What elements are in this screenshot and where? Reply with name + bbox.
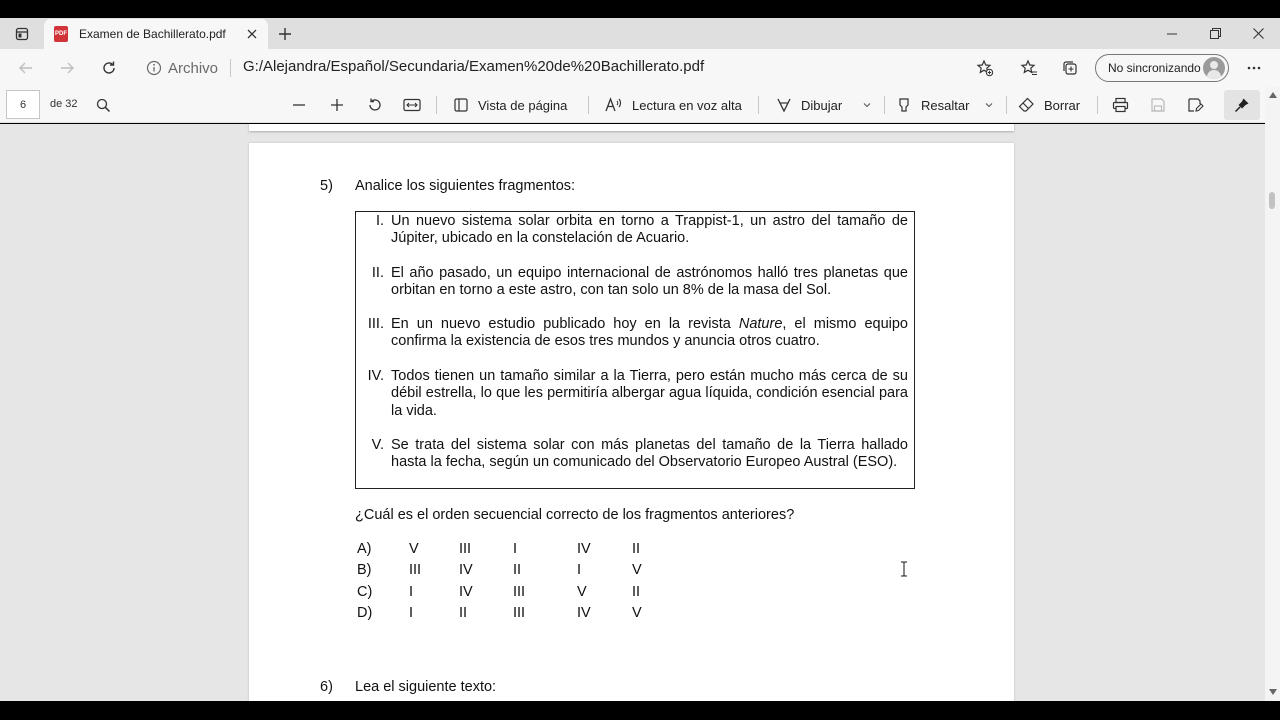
highlight-button[interactable]: [896, 93, 969, 117]
tab-active[interactable]: [44, 19, 268, 49]
page-count: de 32: [50, 98, 78, 110]
page-view-label: Vista de página: [478, 97, 568, 113]
draw-label: Dibujar: [801, 97, 843, 113]
draw-button[interactable]: [776, 93, 842, 117]
draw-options-button[interactable]: [862, 93, 872, 117]
pdf-file-icon: PDF: [54, 26, 68, 42]
draw-icon: [776, 97, 792, 113]
fit-width-button[interactable]: [403, 93, 421, 117]
toolbar-divider: [436, 96, 437, 114]
erase-button[interactable]: [1018, 93, 1080, 117]
option-sequence-item: IV: [459, 562, 473, 578]
rotate-button[interactable]: [367, 93, 383, 117]
plus-icon: [278, 27, 292, 41]
page-view-icon: [453, 97, 469, 113]
plus-icon: [330, 98, 344, 112]
option-sequence-item: II: [632, 584, 641, 600]
option-sequence-item: III: [409, 562, 422, 578]
arrow-right-icon: [59, 60, 75, 76]
close-window-button[interactable]: [1236, 18, 1280, 49]
option-sequence-item: III: [513, 605, 526, 621]
fragment-text: Todos tienen un tamaño similar a la Tierra, pero están mucho más cerca de su débil estrella, lo que les permitiría albergar agua líquida, condición esencial para la vida.: [391, 368, 908, 419]
toolbar-divider: [884, 96, 885, 114]
option-sequence-item: IV: [577, 605, 591, 621]
minimize-button[interactable]: [1150, 18, 1194, 49]
avatar: [1203, 57, 1225, 79]
eraser-icon: [1018, 97, 1035, 113]
page-view-button[interactable]: [453, 93, 567, 117]
screen-top-border: [0, 0, 1280, 18]
zoom-out-button[interactable]: [292, 93, 306, 117]
refresh-button[interactable]: [97, 56, 121, 80]
profile-sync-button[interactable]: [1095, 54, 1229, 82]
add-favorite-button[interactable]: [973, 56, 997, 80]
option-sequence-item: IV: [459, 584, 473, 600]
read-aloud-label: Lectura en voz alta: [632, 97, 742, 113]
pin-icon: [1234, 97, 1250, 113]
previous-page: [249, 124, 1014, 131]
fragment-number: II.: [371, 265, 384, 281]
question-5-number: 5): [320, 178, 333, 194]
journal-name: Nature: [738, 316, 783, 332]
question-6-prompt: Lea el siguiente texto:: [355, 679, 497, 695]
option-sequence-item: III: [513, 584, 526, 600]
favorites-button[interactable]: [1017, 56, 1041, 80]
tab-strip: [0, 18, 1280, 49]
triangle-up-icon: [1269, 92, 1277, 98]
minimize-icon: [1167, 29, 1177, 39]
question-5-question: ¿Cuál es el orden secuencial correcto de los fragmentos anteriores?: [355, 507, 795, 523]
info-icon: [146, 60, 162, 76]
option-letter: C): [357, 584, 373, 600]
option-sequence-item: V: [632, 562, 642, 578]
option-sequence-item: I: [577, 562, 582, 578]
question-5-prompt: Analice los siguientes fragmentos:: [355, 178, 576, 194]
tab-actions-icon: [15, 27, 29, 41]
settings-more-button[interactable]: [1242, 56, 1266, 80]
save-as-button[interactable]: [1187, 93, 1204, 117]
pdf-viewer[interactable]: [0, 124, 1265, 701]
restore-icon: [1210, 28, 1221, 39]
favorites-icon: [1020, 59, 1038, 77]
fragment-number: IV.: [367, 368, 384, 384]
refresh-icon: [101, 60, 117, 76]
chevron-down-icon: [984, 100, 994, 110]
fragment-number: III.: [367, 316, 384, 332]
toolbar-divider: [758, 96, 759, 114]
toolbar-divider: [1097, 96, 1098, 114]
option-sequence-item: II: [632, 541, 641, 557]
close-icon: [1253, 28, 1264, 39]
tab-actions-button[interactable]: [8, 25, 36, 43]
fragment-text-part: En un nuevo estudio publicado hoy en la revista: [391, 316, 739, 332]
option-sequence-item: I: [513, 541, 518, 557]
save-button[interactable]: [1150, 93, 1166, 117]
address-url[interactable]: G:/Alejandra/Español/Secundaria/Examen%20de%20Bachillerato.pdf: [243, 58, 705, 75]
site-info-button[interactable]: [146, 58, 218, 78]
collections-icon: [1061, 59, 1079, 77]
close-icon: [247, 29, 257, 39]
toolbar-divider: [588, 96, 589, 114]
print-icon: [1112, 97, 1129, 113]
option-letter: B): [357, 562, 372, 578]
triangle-down-icon: [1269, 689, 1277, 695]
option-sequence-item: V: [409, 541, 419, 557]
arrow-left-icon: [18, 60, 34, 76]
forward-button[interactable]: [55, 56, 79, 80]
read-aloud-button[interactable]: [605, 93, 742, 117]
option-sequence-item: II: [513, 562, 522, 578]
highlight-label: Resaltar: [921, 97, 970, 113]
fit-width-icon: [403, 98, 421, 112]
fragment-text-part: , el mismo equipo confirma la existencia de esos tres mundos y anuncia otros cuatro.: [391, 316, 908, 350]
print-button[interactable]: [1112, 93, 1129, 117]
address-divider: [230, 59, 231, 77]
option-sequence-item: IV: [577, 541, 591, 557]
vertical-scrollbar[interactable]: [1265, 87, 1280, 701]
text-cursor-icon: [900, 561, 908, 577]
tab-title: Examen de Bachillerato.pdf: [79, 27, 226, 41]
highlighter-icon: [896, 97, 912, 113]
option-letter: D): [357, 605, 373, 621]
option-sequence-item: II: [459, 605, 468, 621]
fragment-text: El año pasado, un equipo internacional de astrónomos halló tres planetas que orbitan en torno a este astro, con tan solo un 8% de la masa del Sol.: [391, 265, 908, 299]
scroll-down-button[interactable]: [1268, 687, 1277, 696]
rotate-icon: [367, 97, 383, 113]
page-number-input[interactable]: 6: [6, 90, 40, 119]
scroll-up-button[interactable]: [1268, 90, 1277, 99]
erase-label: Borrar: [1044, 97, 1081, 113]
save-as-icon: [1187, 97, 1204, 113]
new-tab-button[interactable]: [276, 25, 294, 43]
chevron-down-icon: [862, 100, 872, 110]
highlight-options-button[interactable]: [984, 93, 994, 117]
option-sequence-item: I: [409, 605, 414, 621]
fragments-box: [355, 211, 915, 489]
option-sequence-item: V: [632, 605, 642, 621]
back-button[interactable]: [14, 56, 38, 80]
tab-close-button[interactable]: [244, 26, 260, 42]
navigation-bar: [0, 49, 1280, 87]
more-icon: [1246, 60, 1262, 76]
search-icon: [96, 98, 111, 113]
fragment-text: Un nuevo sistema solar orbita en torno a Trappist-1, un astro del tamaño de Júpiter, ubicado en la constelación de Acuario.: [391, 213, 908, 247]
fragment-text: [391, 316, 908, 351]
screen-bottom-border: [0, 701, 1280, 720]
toolbar-divider: [1006, 96, 1007, 114]
restore-button[interactable]: [1193, 18, 1237, 49]
fragment-number: V.: [371, 437, 384, 453]
option-sequence-item: III: [459, 541, 472, 557]
minus-icon: [292, 98, 306, 112]
scrollbar-thumb[interactable]: [1269, 192, 1275, 209]
question-6-number: 6): [320, 679, 333, 695]
profile-sync-label: No sincronizando: [1108, 61, 1201, 75]
pdf-toolbar: [0, 87, 1280, 123]
collections-button[interactable]: [1058, 56, 1082, 80]
option-sequence-item: I: [409, 584, 414, 600]
option-sequence-item: V: [577, 584, 587, 600]
fragment-text: Se trata del sistema solar con más planetas del tamaño de la Tierra hallado hasta la fecha, según un comunicado del Observatorio Europeo Austral (ESO).: [391, 437, 908, 471]
search-button[interactable]: [96, 93, 111, 117]
save-icon: [1150, 97, 1166, 113]
zoom-in-button[interactable]: [330, 93, 344, 117]
pdf-page: [249, 143, 1014, 701]
read-aloud-icon: [605, 97, 623, 113]
fragment-number: I.: [375, 213, 384, 229]
site-info-label: Archivo: [168, 59, 219, 77]
option-letter: A): [357, 541, 372, 557]
star-add-icon: [976, 59, 994, 77]
pin-toolbar-button[interactable]: [1224, 90, 1260, 120]
